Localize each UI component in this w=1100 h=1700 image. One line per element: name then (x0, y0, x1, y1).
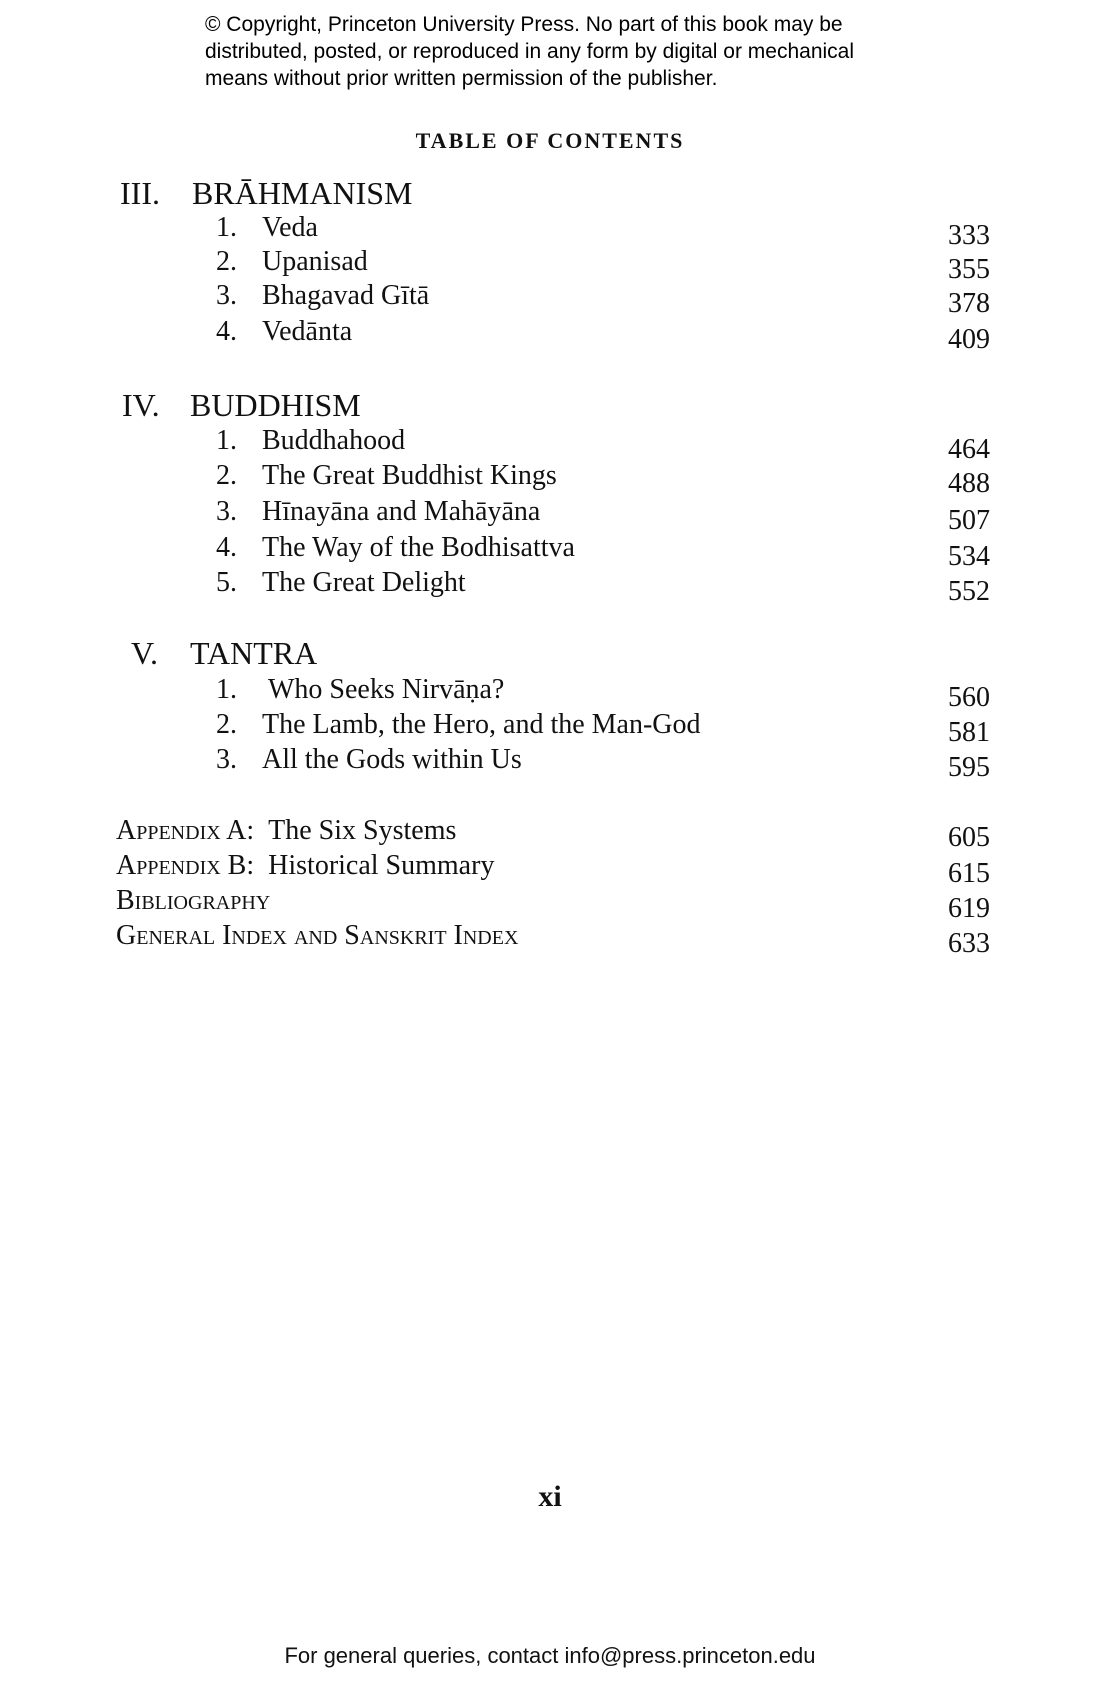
toc-entry (216, 246, 368, 278)
page-number: xi (538, 1480, 562, 1513)
entry-page: 507 (948, 505, 990, 536)
bibliography-entry: Bibliography (116, 885, 271, 916)
entry-page: 633 (948, 928, 990, 959)
entry-page: 378 (948, 288, 990, 319)
toc-entry (216, 674, 504, 706)
appendix-label: Appendix B: (116, 850, 255, 881)
entry-page: 534 (948, 541, 990, 572)
entry-title: The Lamb, the Hero, and the Man-God (262, 709, 701, 740)
entry-title: Veda (262, 212, 318, 243)
entry-number: 3. (216, 496, 237, 527)
toc-entry (216, 567, 466, 599)
entry-page: 605 (948, 822, 990, 853)
entry-page: 409 (948, 324, 990, 355)
toc-entry (216, 709, 701, 741)
entry-page: 615 (948, 858, 990, 889)
entry-page: 581 (948, 717, 990, 748)
part-numeral: V. (131, 635, 158, 671)
entry-number: 2. (216, 709, 237, 740)
appendix-entry (116, 815, 456, 847)
part-title: BUDDHISM (190, 387, 361, 423)
appendix-title: Historical Summary (268, 850, 495, 881)
toc-entry (216, 280, 429, 312)
entry-page: 333 (948, 220, 990, 251)
part-numeral: III. (120, 175, 160, 211)
entry-title: All the Gods within Us (262, 744, 522, 775)
part-title: BRĀHMANISM (192, 175, 413, 211)
entry-number: 3. (216, 744, 237, 775)
entry-title: The Great Buddhist Kings (262, 460, 557, 491)
toc-entry (216, 532, 575, 564)
entry-number: 1. (216, 425, 237, 456)
entry-page: 560 (948, 682, 990, 713)
entry-title: Who Seeks Nirvāṇa? (268, 674, 505, 705)
entry-title: Vedānta (262, 316, 353, 347)
toc-entry (216, 744, 522, 776)
toc-entry (216, 460, 557, 492)
entry-number: 4. (216, 532, 237, 563)
toc-entry (216, 496, 540, 528)
copyright-notice (205, 11, 925, 92)
copyright-line: means without prior written permission of the publisher. (205, 67, 718, 90)
entry-page: 464 (948, 434, 990, 465)
index-entry: General Index and Sanskrit Index (116, 920, 519, 951)
footer-contact: For general queries, contact info@press.princeton.edu (284, 1643, 816, 1668)
entry-title: The Way of the Bodhisattva (262, 532, 575, 563)
entry-number: 5. (216, 567, 237, 598)
entry-number: 1. (216, 674, 237, 705)
part-title: TANTRA (190, 635, 318, 671)
entry-number: 2. (216, 460, 237, 491)
part-numeral: IV. (122, 387, 160, 423)
copyright-line: © Copyright, Princeton University Press. No part of this book may be (205, 13, 843, 36)
appendix-entry (116, 850, 494, 882)
entry-number: 4. (216, 316, 237, 347)
appendix-label: Appendix A: (116, 815, 255, 846)
copyright-line: distributed, posted, or reproduced in any form by digital or mechanical (205, 40, 855, 63)
entry-title: Buddhahood (262, 425, 406, 456)
toc-entry (216, 316, 352, 348)
appendix-title: The Six Systems (268, 815, 457, 846)
entry-number: 2. (216, 246, 237, 277)
entry-number: 3. (216, 280, 237, 311)
entry-page: 552 (948, 576, 990, 607)
entry-title: The Great Delight (262, 567, 466, 598)
part-heading (131, 635, 317, 672)
toc-entry (216, 212, 318, 244)
entry-title: Bhagavad Gītā (262, 280, 430, 311)
entry-title: Upanisad (262, 246, 368, 277)
entry-page: 595 (948, 752, 990, 783)
running-head: TABLE OF CONTENTS (415, 128, 685, 153)
entry-page: 355 (948, 254, 990, 285)
entry-title: Hīnayāna and Mahāyāna (262, 496, 541, 527)
entry-number: 1. (216, 212, 237, 243)
entry-page: 619 (948, 893, 990, 924)
part-heading (122, 387, 361, 424)
part-heading (120, 175, 412, 212)
toc-entry (216, 425, 405, 457)
entry-page: 488 (948, 468, 990, 499)
